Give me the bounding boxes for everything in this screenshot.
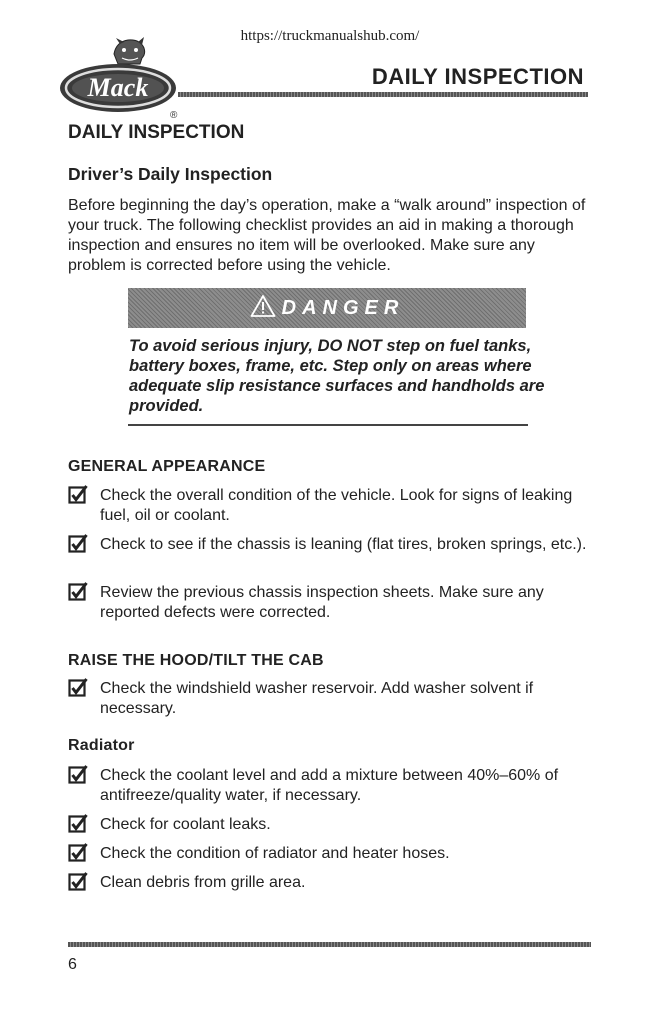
logo-wordmark: Mack bbox=[87, 73, 149, 102]
checklist-item-text: Review the previous chassis inspection sheets. Make sure any reported defects were corrected. bbox=[100, 584, 544, 621]
danger-label: DANGER bbox=[281, 296, 405, 319]
general-appearance-heading: GENERAL APPEARANCE bbox=[68, 458, 266, 475]
checklist-item-text: Check the coolant level and add a mixture between 40%–60% of antifreeze/quality water, if necessary. bbox=[100, 767, 559, 804]
checklist-item-text: Check the overall condition of the vehicle. Look for signs of leaking fuel, oil or coolant. bbox=[100, 487, 573, 524]
checklist-item-text: Check for coolant leaks. bbox=[100, 816, 271, 833]
danger-divider bbox=[128, 424, 528, 426]
raise-hood-heading: RAISE THE HOOD/TILT THE CAB bbox=[68, 652, 324, 669]
subheading: Driver’s Daily Inspection bbox=[68, 164, 273, 184]
intro-paragraph: Before beginning the day’s operation, make a “walk around” inspection of your truck. The following checklist provides an aid in making a thorough inspection and ensures no item will be overlooked. Make sure any problem is corrected before using the vehicle. bbox=[68, 197, 586, 274]
checklist-item bbox=[68, 583, 598, 623]
checked-box-icon bbox=[68, 872, 88, 892]
checklist-item-text: Check to see if the chassis is leaning (flat tires, broken springs, etc.). bbox=[100, 536, 587, 553]
checked-box-icon bbox=[68, 485, 88, 505]
checklist-item bbox=[68, 679, 598, 719]
checklist-item bbox=[68, 535, 598, 555]
bulldog-icon bbox=[114, 37, 145, 64]
checklist-item bbox=[68, 486, 598, 526]
checked-box-icon bbox=[68, 582, 88, 602]
checklist-item-text: Check the windshield washer reservoir. Add washer solvent if necessary. bbox=[100, 680, 534, 717]
checklist-item bbox=[68, 844, 598, 864]
checklist-item bbox=[68, 815, 598, 835]
page-number: 6 bbox=[68, 956, 77, 973]
danger-message: To avoid serious injury, DO NOT step on fuel tanks, battery boxes, frame, etc. Step only on areas where adequate slip resistance surfaces and handholds are provided. bbox=[129, 337, 545, 415]
checklist-item bbox=[68, 766, 598, 806]
mack-logo bbox=[58, 34, 188, 124]
checklist-item bbox=[68, 873, 598, 893]
checked-box-icon bbox=[68, 678, 88, 698]
checked-box-icon bbox=[68, 843, 88, 863]
header-divider bbox=[178, 92, 588, 97]
trademark-symbol: ® bbox=[170, 110, 178, 121]
danger-banner bbox=[128, 288, 526, 328]
checked-box-icon bbox=[68, 765, 88, 785]
warning-triangle-icon bbox=[250, 294, 276, 323]
checklist-item-text: Check the condition of radiator and heater hoses. bbox=[100, 845, 450, 862]
checklist-item-text: Clean debris from grille area. bbox=[100, 874, 306, 891]
page-header-title: DAILY INSPECTION bbox=[371, 64, 584, 89]
section-title: DAILY INSPECTION bbox=[68, 122, 245, 143]
checked-box-icon bbox=[68, 534, 88, 554]
footer-divider bbox=[68, 942, 591, 947]
source-url: https://truckmanualshub.com/ bbox=[240, 28, 420, 44]
radiator-heading: Radiator bbox=[68, 737, 135, 754]
checked-box-icon bbox=[68, 814, 88, 834]
